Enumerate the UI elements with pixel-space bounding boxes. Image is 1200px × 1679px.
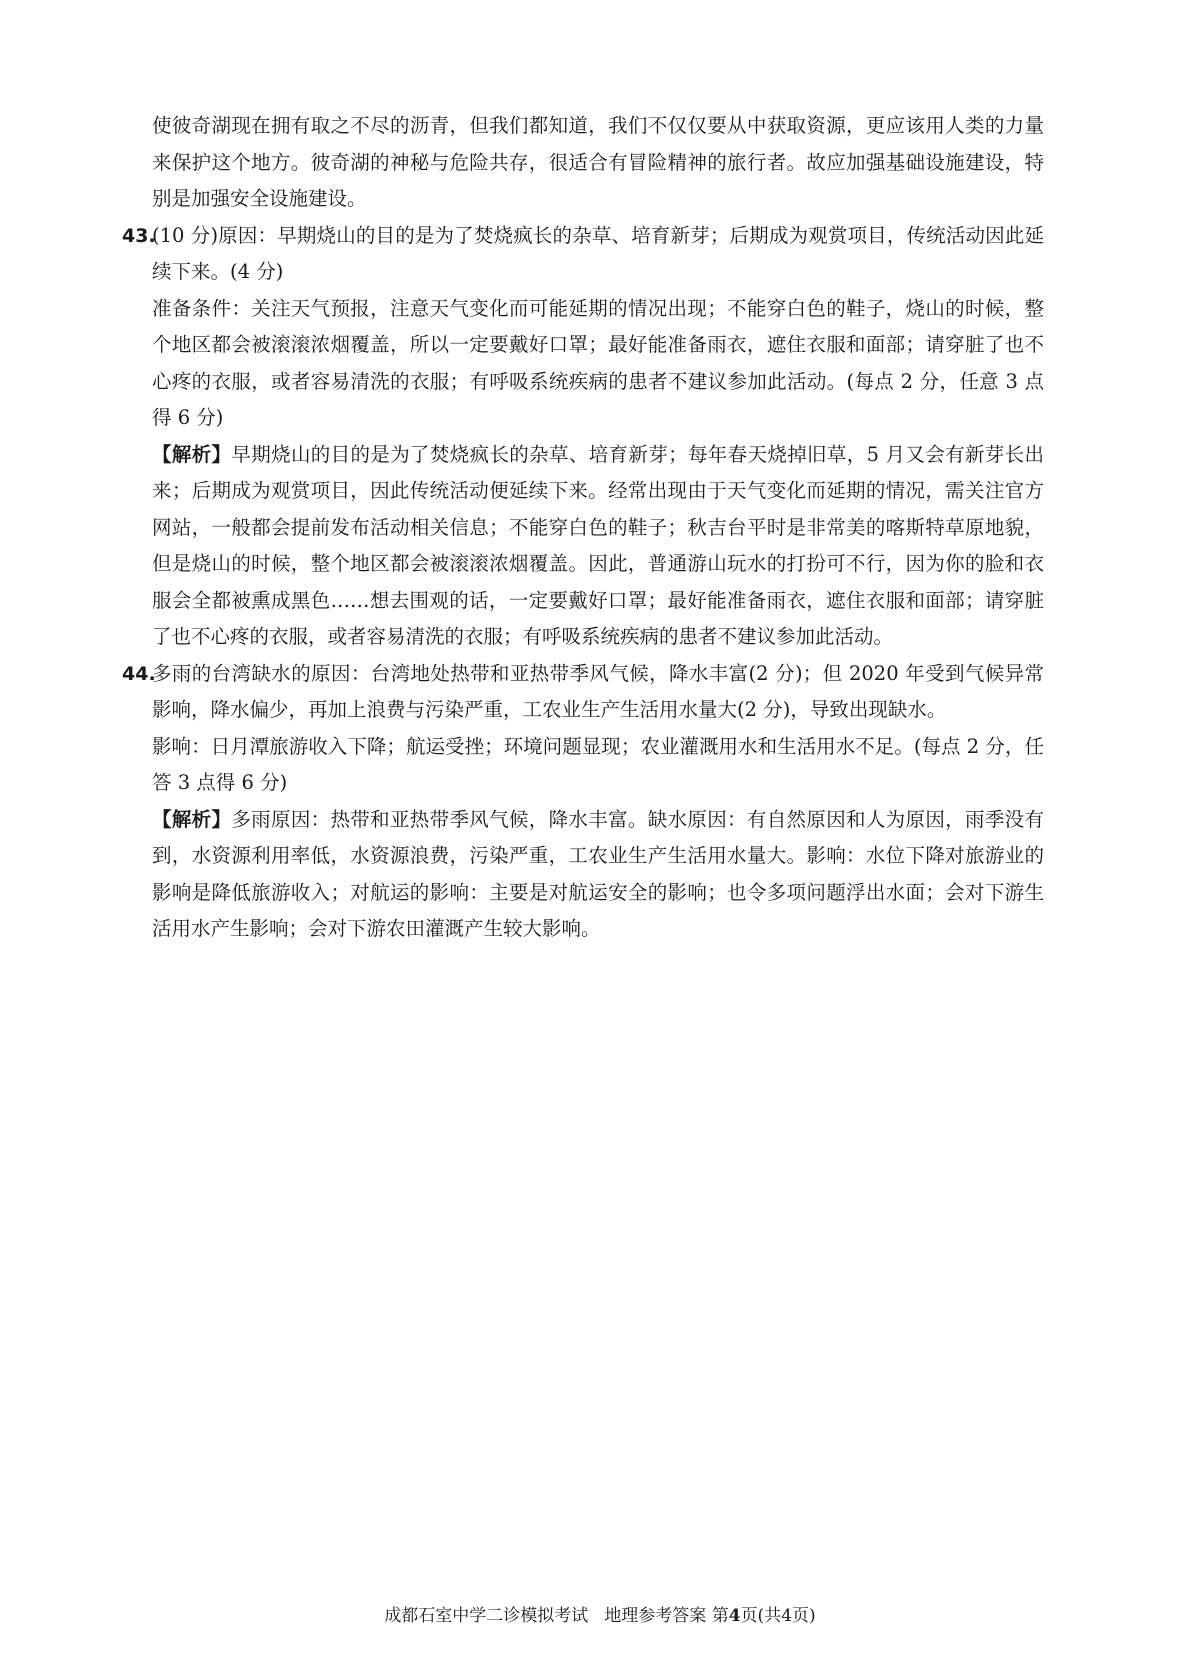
question-number: 43. <box>122 224 156 247</box>
question-43 <box>122 218 1044 656</box>
q44-analysis <box>152 802 1044 948</box>
page-footer <box>0 1604 1200 1628</box>
q44-effect: 影响：日月潭旅游收入下降；航运受挫；环境问题显现；农业灌溉用水和生活用水不足。(每点 2 分，任答 3 点得 6 分) <box>152 734 1044 794</box>
question-44 <box>122 656 1044 948</box>
footer-subject: 地理参考答案 <box>604 1606 707 1626</box>
q43-analysis <box>152 437 1044 656</box>
q43-preparation: 准备条件：关注天气预报，注意天气变化而可能延期的情况出现；不能穿白色的鞋子，烧山的时候，整个地区都会被滚滚浓烟覆盖，所以一定要戴好口罩；最好能准备雨衣，遮住衣服和面部；请穿脏了也不心疼的衣服，或者容易清洗的衣服；有呼吸系统疾病的患者不建议参加此活动。(每点 2 分，任意 3 点得 6 分) <box>152 296 1044 429</box>
analysis-text: 早期烧山的目的是为了焚烧疯长的杂草、培育新芽；每年春天烧掉旧草，5 月又会有新芽长出来；后期成为观赏项目，因此传统活动便延续下来。经常出现由于天气变化而延期的情况，需关注官方网站，一般都会提前发布活动相关信息；不能穿白色的鞋子；秋吉台平时是非常美的喀斯特草原地貌，但是烧山的时候，整个地区都会被滚滚浓烟覆盖。因此，普通游山玩水的打扮可不行，因为你的脸和衣服会全都被熏成黑色……想去围观的话，一定要戴好口罩；最好能准备雨衣，遮住衣服和面部；请穿脏了也不心疼的衣服，或者容易清洗的衣服；有呼吸系统疾病的患者不建议参加此活动。 <box>152 442 1044 648</box>
intro-paragraph: 使彼奇湖现在拥有取之不尽的沥青，但我们都知道，我们不仅仅要从中获取资源，更应该用人类的力量来保护这个地方。彼奇湖的神秘与危险共存，很适合有冒险精神的旅行者。故应加强基础设施建设，特别是加强安全设施建设。 <box>152 114 1044 210</box>
footer-page-number: 4 <box>728 1606 741 1626</box>
footer-page-info: 第4页(共4页) <box>711 1606 816 1626</box>
q43-reason: (10 分)原因：早期烧山的目的是为了焚烧疯长的杂草、培育新芽；后期成为观赏项目，传统活动因此延续下来。(4 分) <box>152 223 1044 283</box>
footer-exam-name: 成都石室中学二诊模拟考试 <box>384 1606 589 1626</box>
answer-content <box>122 108 1044 948</box>
footer-page-total: 4 <box>781 1606 793 1626</box>
question-number: 44. <box>122 662 156 685</box>
analysis-label: 【解析】 <box>152 442 232 466</box>
analysis-label: 【解析】 <box>152 807 232 831</box>
analysis-text: 多雨原因：热带和亚热带季风气候，降水丰富。缺水原因：有自然原因和人为原因，雨季没有到，水资源利用率低，水资源浪费，污染严重，工农业生产生活用水量大。影响：水位下降对旅游业的影响是降低旅游收入；对航运的影响：主要是对航运安全的影响；也令多项问题浮出水面；会对下游生活用水产生影响；会对下游农田灌溉产生较大影响。 <box>152 807 1044 940</box>
q44-reason: 多雨的台湾缺水的原因：台湾地处热带和亚热带季风气候，降水丰富(2 分)；但 2020 年受到气候异常影响，降水偏少，再加上浪费与污染严重，工农业生产生活用水量大(2 分)，导致出现缺水。 <box>152 661 1044 721</box>
